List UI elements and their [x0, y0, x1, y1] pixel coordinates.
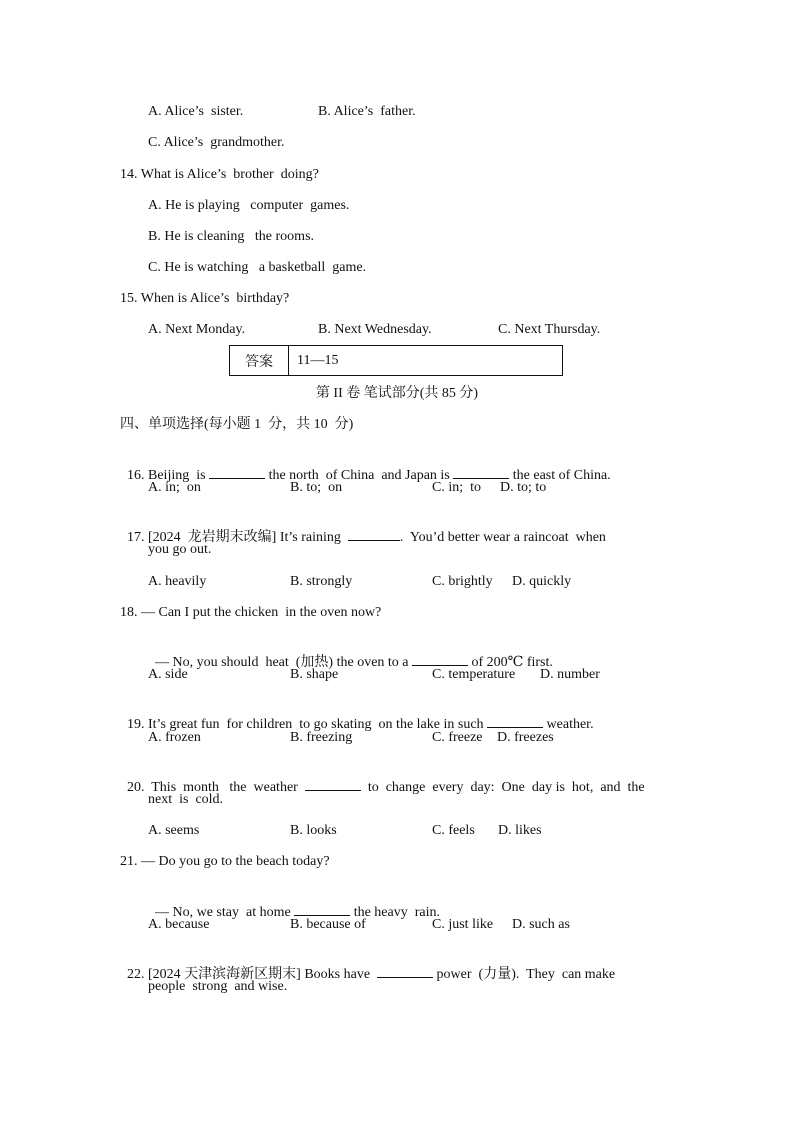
part2-title: 第 II 卷 笔试部分(共 85 分) [315, 386, 479, 401]
q17-option-a: A. heavily [148, 574, 207, 589]
q13-option-a: A. Alice’s sister. [148, 104, 244, 119]
q19-blank [487, 715, 543, 728]
q18-option-d: D. number [540, 667, 600, 682]
q20-option-c: C. feels [432, 823, 475, 838]
q17-blank [348, 528, 400, 541]
q17-option-c: C. brightly [432, 574, 493, 589]
q19-stem-post: weather. [543, 717, 594, 732]
q15-option-c: C. Next Thursday. [498, 322, 601, 337]
q16-blank-1 [209, 466, 265, 479]
q16-stem-post: the east of China. [509, 468, 611, 483]
q21-option-a: A. because [148, 917, 210, 932]
q21-stem-line1: 21. — Do you go to the beach today? [120, 854, 330, 869]
q20-blank [305, 778, 361, 791]
q16-stem-pre: 16. Beijing is [127, 468, 210, 483]
q14-option-b: B. He is cleaning the rooms. [148, 229, 315, 244]
q16-option-c: C. in; to [432, 480, 482, 495]
answer-box-label: 答案 [230, 346, 289, 375]
q14-option-c: C. He is watching a basketball game. [148, 260, 367, 275]
q13-option-b: B. Alice’s father. [318, 104, 416, 119]
q19-option-d: D. freezes [497, 730, 554, 745]
q15-stem: 15. When is Alice’s birthday? [120, 291, 290, 306]
q14-option-a: A. He is playing computer games. [148, 198, 350, 213]
q16-option-b: B. to; on [290, 480, 343, 495]
q18-stem-post: of 200℃ first. [468, 655, 553, 670]
q16-stem-mid: the north of China and Japan is [265, 468, 454, 483]
q20-option-d: D. likes [498, 823, 542, 838]
q22-stem-post: power (力量). They can make [433, 967, 616, 982]
q16-blank-2 [453, 466, 509, 479]
q17-stem-pre: 17. [2024 龙岩期末改编] It’s raining [127, 530, 348, 545]
q16-option-a: A. in; on [148, 480, 201, 495]
section4-title: 四、单项选择(每小题 1 分，共 10 分) [120, 417, 354, 432]
q18-option-c: C. temperature [432, 667, 516, 682]
q20-option-b: B. looks [290, 823, 337, 838]
q19-option-c: C. freeze [432, 730, 483, 745]
q18-stem-line1: 18. — Can I put the chicken in the oven now? [120, 605, 382, 620]
q22-blank [377, 965, 433, 978]
q22-stem-line2: people strong and wise. [148, 979, 288, 994]
q20-option-a: A. seems [148, 823, 200, 838]
q13-option-c: C. Alice’s grandmother. [148, 135, 285, 150]
q21-blank [294, 903, 350, 916]
q18-option-b: B. shape [290, 667, 339, 682]
q19-option-a: A. frozen [148, 730, 201, 745]
q22-stem-pre: 22. [2024 天津滨海新区期末] Books have [127, 967, 378, 982]
q18-option-a: A. side [148, 667, 188, 682]
q20-stem-line2: next is cold. [148, 792, 224, 807]
q21-option-b: B. because of [290, 917, 366, 932]
q20-stem-pre: 20. This month the weather [127, 780, 305, 795]
q17-stem-post: . You’d better wear a raincoat when [399, 530, 606, 545]
q17-option-b: B. strongly [290, 574, 353, 589]
q15-option-b: B. Next Wednesday. [318, 322, 432, 337]
q21-stem-post: the heavy rain. [350, 905, 440, 920]
answer-box-range: 11—15 [297, 352, 339, 368]
answer-box [229, 345, 563, 376]
q19-stem-pre: 19. It’s great fun for children to go skating on the lake in such [127, 717, 488, 732]
q14-stem: 14. What is Alice’s brother doing? [120, 167, 319, 182]
q18-stem-pre: — No, you should heat (加热) the oven to a [155, 655, 413, 670]
q16-option-d: D. to; to [500, 480, 547, 495]
q20-stem-post: to change every day: One day is hot, and the [360, 780, 645, 795]
q15-option-a: A. Next Monday. [148, 322, 246, 337]
q21-stem-pre: — No, we stay at home [155, 905, 295, 920]
q18-blank [412, 653, 468, 666]
q17-stem-line2: you go out. [148, 542, 212, 557]
q17-option-d: D. quickly [512, 574, 572, 589]
q19-option-b: B. freezing [290, 730, 353, 745]
q21-option-c: C. just like [432, 917, 494, 932]
q21-option-d: D. such as [512, 917, 570, 932]
